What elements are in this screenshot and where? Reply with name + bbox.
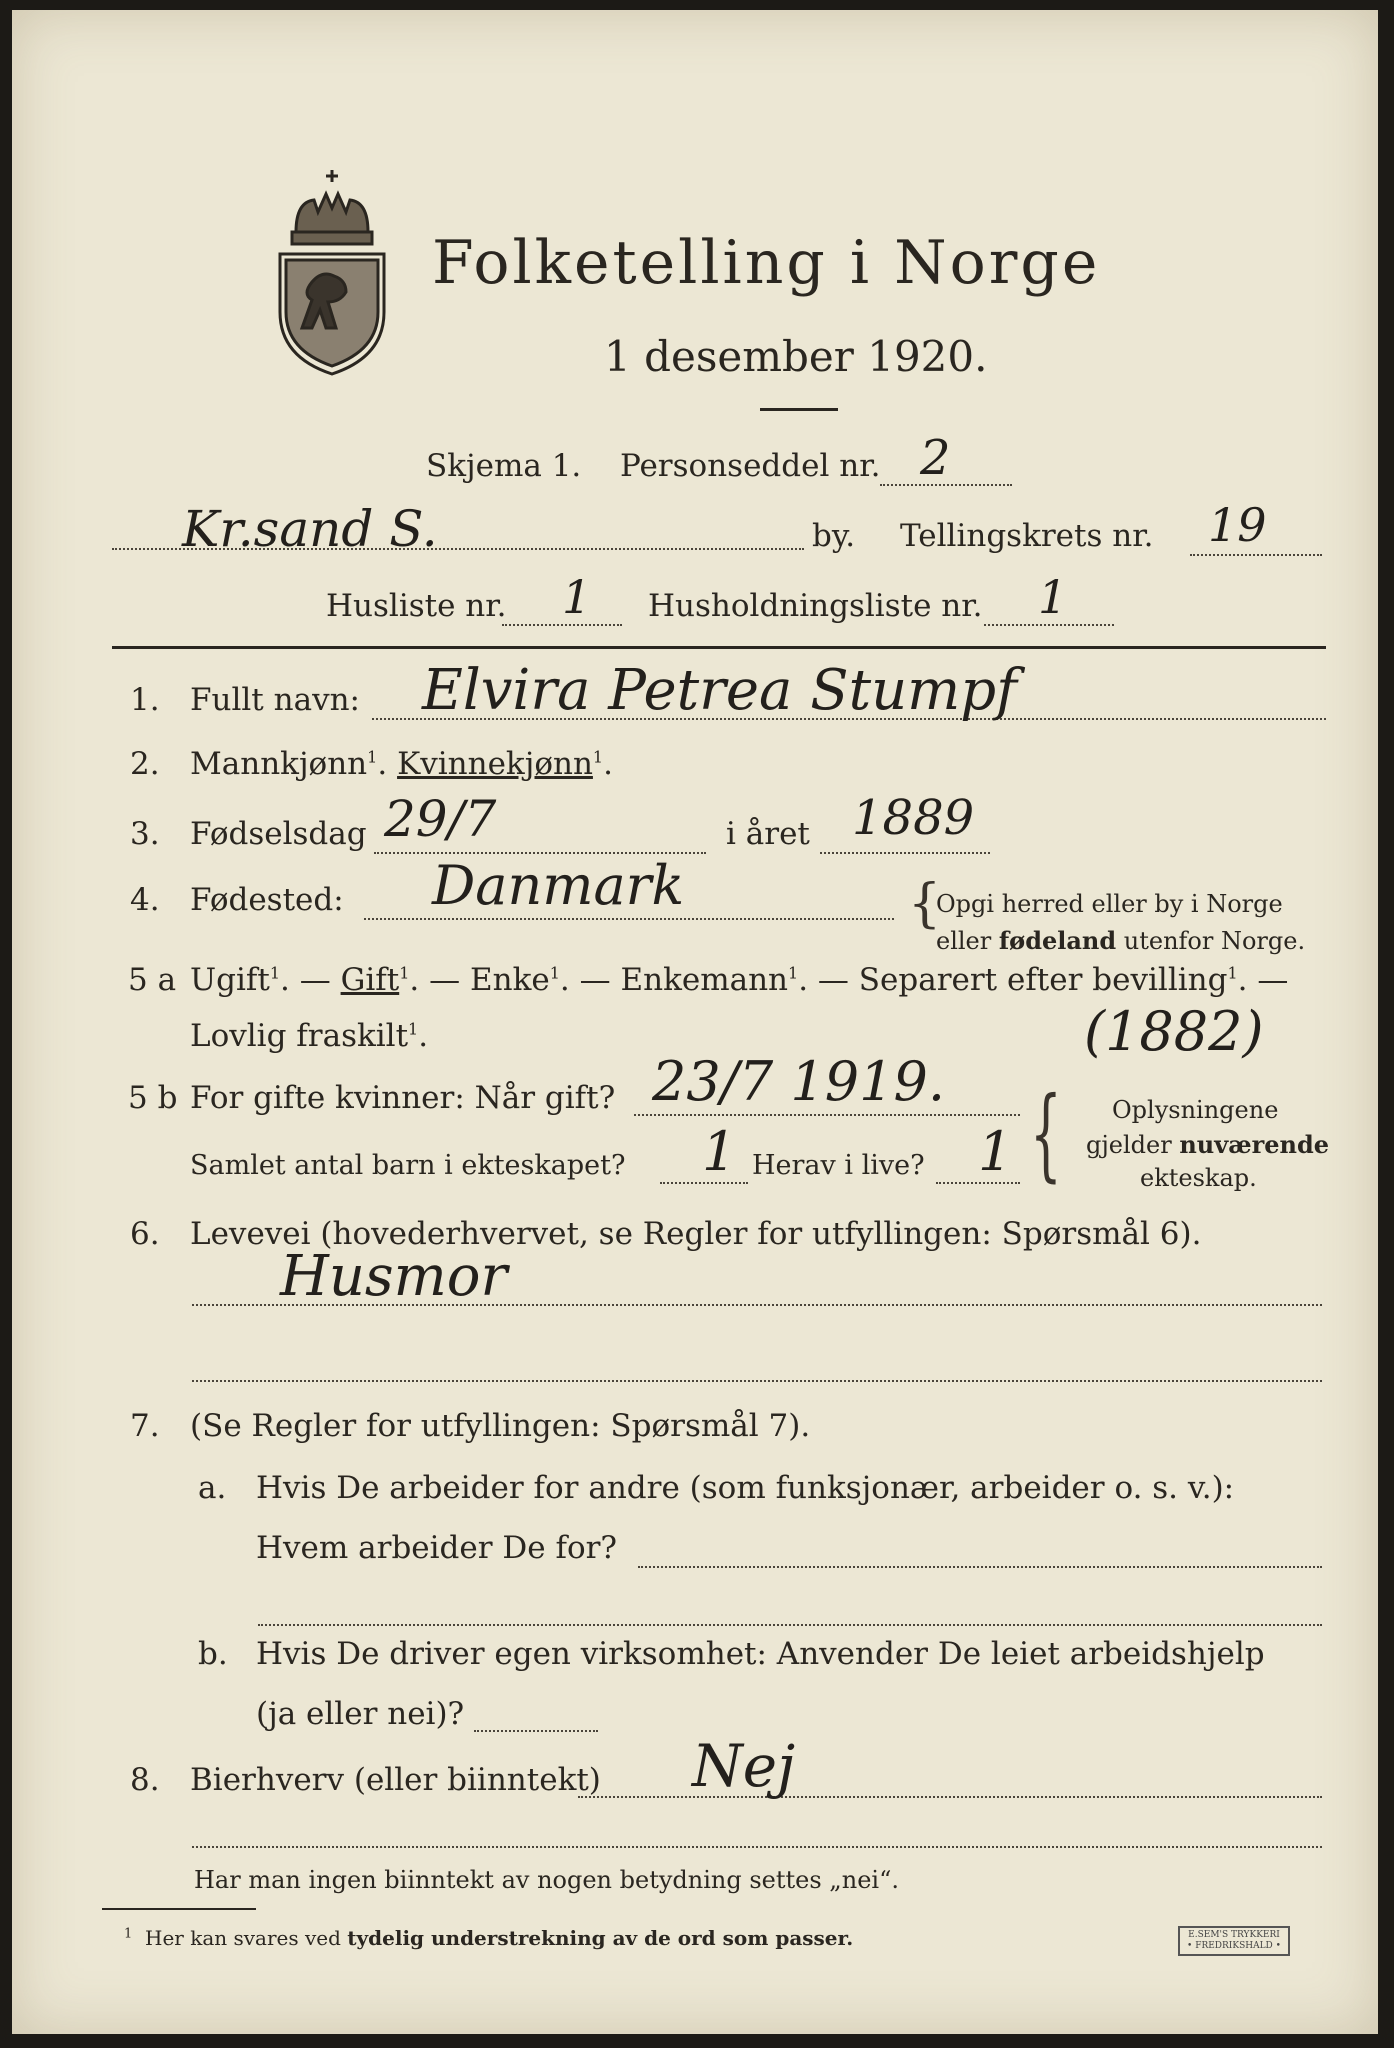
q5b-note-line3: ekteskap.: [1140, 1164, 1257, 1192]
q5b-line: [634, 1114, 1020, 1116]
footnote: [124, 1926, 853, 1950]
husholdning-label: Husholdningsliste nr.: [648, 588, 983, 624]
q7a-line2: Hvem arbeider De for?: [256, 1530, 618, 1566]
tellingskrets-line: [1190, 554, 1322, 556]
q5a-enkemann: Enkemann: [620, 962, 789, 998]
q1-value: Elvira Petrea Stumpf: [422, 658, 1017, 723]
form-date: 1 desember 1920.: [604, 332, 988, 381]
q5a-sup-1: 1: [269, 963, 281, 983]
q3-year-label: i året: [726, 816, 810, 852]
norwegian-coat-of-arms-icon: [266, 162, 398, 377]
q8-line-2: [192, 1846, 1322, 1848]
q5b-number: 5 b: [128, 1080, 178, 1116]
q8-number: 8.: [130, 1762, 160, 1798]
q5b-note-line2: [1086, 1130, 1329, 1159]
q2-options: [190, 746, 613, 782]
husholdning-value: 1: [1038, 570, 1068, 624]
q5a-number: 5 a: [128, 962, 177, 998]
q2-male: Mannkjønn: [190, 746, 368, 782]
q5a-dash-2: —: [429, 962, 461, 998]
q5a-sup-6: 1: [408, 1019, 419, 1039]
q7b-line: [474, 1730, 598, 1732]
city-value: Kr.sand S.: [182, 500, 438, 558]
q7b-line2: (ja eller nei)?: [256, 1696, 465, 1732]
q4-brace: {: [908, 874, 942, 934]
q5a-line2: Lovlig fraskilt$^1$.: [190, 1018, 429, 1054]
husliste-line: [502, 624, 622, 626]
q6-line-2: [192, 1380, 1322, 1382]
q8-value: Nej: [692, 1732, 796, 1800]
q1-label: Fullt navn:: [190, 682, 360, 718]
footnote-text-a: Her kan svares ved: [145, 1926, 348, 1950]
q2-sep: .: [377, 746, 388, 782]
q7b-number: b.: [198, 1636, 228, 1672]
q4-value: Danmark: [432, 854, 685, 917]
by-label: by.: [812, 518, 856, 554]
form-title: Folketelling i Norge: [432, 228, 1101, 298]
q5a-dash-4: —: [817, 962, 849, 998]
q5a-options: Ugift$^1$. — Gift$^1$. — Enke$^1$. — Enkemann$^1$. — Separert efter bevilling$^1$. —: [190, 962, 1289, 998]
q5a-sup-4: 1: [788, 963, 799, 983]
q6-number: 6.: [130, 1216, 160, 1252]
q2-male-sup: 1: [367, 747, 378, 767]
personseddel-label: Personseddel nr.: [620, 448, 881, 484]
q7a-line-2: [258, 1624, 1322, 1626]
footnote-number: 1: [124, 1926, 133, 1942]
footer-note: Har man ingen biinntekt av nogen betydning settes „nei“.: [194, 1866, 899, 1894]
q5a-dash-5: —: [1257, 962, 1289, 998]
q6-label: Levevei (hovederhvervet, se Regler for utfyllingen: Spørsmål 6).: [190, 1216, 1202, 1252]
q7a-number: a.: [198, 1470, 227, 1506]
q5a-sup-5: 1: [1227, 963, 1238, 983]
q3-year-line: [820, 852, 990, 854]
q4-note-b: fødeland: [998, 926, 1117, 955]
q3-number: 3.: [130, 816, 160, 852]
q7a-line1: Hvis De arbeider for andre (som funksjonær, arbeider o. s. v.):: [256, 1470, 1235, 1506]
q5b-value: 23/7 1919.: [652, 1050, 946, 1113]
personseddel-value: 2: [920, 430, 951, 486]
q5a-annotation: (1882): [1084, 1000, 1264, 1063]
stamp-line2: • FREDRIKSHALD •: [1187, 1941, 1281, 1951]
skjema-label: Skjema 1.: [426, 448, 582, 484]
tellingskrets-label: Tellingskrets nr.: [900, 518, 1154, 554]
q5b-alive-label: Herav i live?: [752, 1150, 925, 1181]
q8-label: Bierhverv (eller biinntekt): [190, 1762, 601, 1798]
footnote-text-b: tydelig understrekning av de ord som passer.: [347, 1926, 854, 1950]
q7b-line1: Hvis De driver egen virksomhet: Anvender De leiet arbeidshjelp: [256, 1636, 1265, 1672]
footnote-rule: [102, 1908, 256, 1910]
q3-year-value: 1889: [852, 790, 975, 846]
title-divider: [760, 408, 838, 411]
q2-number: 2.: [130, 746, 160, 782]
q8-line: [578, 1796, 1322, 1798]
census-form: [12, 10, 1378, 2034]
q5a-enke: Enke: [469, 962, 550, 998]
q4-label: Fødested:: [190, 882, 344, 918]
q5b-note-b: nuværende: [1179, 1130, 1330, 1159]
printer-stamp: [1178, 1926, 1290, 1956]
q5a-dash-1: —: [299, 962, 331, 998]
q7-label: (Se Regler for utfyllingen: Spørsmål 7).: [190, 1408, 811, 1444]
q5b-note-a: gjelder: [1086, 1131, 1180, 1159]
tellingskrets-value: 19: [1208, 498, 1267, 552]
q4-line: [364, 918, 894, 920]
q7a-line-1: [638, 1566, 1322, 1568]
husliste-label: Husliste nr.: [326, 588, 507, 624]
q5b-children-label: Samlet antal barn i ekteskapet?: [190, 1150, 626, 1181]
q5a-separert: Separert efter bevilling: [858, 962, 1228, 998]
q2-end: .: [603, 746, 613, 782]
q5a-ugift: Ugift: [190, 962, 270, 998]
q5a-sup-3: 1: [549, 963, 560, 983]
q5b-brace: {: [1030, 1075, 1062, 1192]
q4-note-c: utenfor Norge.: [1116, 927, 1306, 955]
q4-note-a: eller: [936, 927, 999, 955]
q4-note-line2: [936, 926, 1305, 955]
q5b-children-value: 1: [702, 1120, 737, 1183]
q5a-sup-2: 1: [399, 963, 410, 983]
q2-female: Kvinnekjønn: [397, 746, 593, 782]
q5a-gift: Gift: [340, 962, 400, 998]
header-rule: [112, 646, 1326, 649]
q5a-fraskilt: Lovlig fraskilt: [190, 1018, 409, 1054]
q6-value: Husmor: [280, 1244, 508, 1309]
q5b-note-line1: Oplysningene: [1112, 1096, 1279, 1124]
q5b-alive-value: 1: [978, 1120, 1013, 1183]
q5a-dash-3: —: [579, 962, 611, 998]
stamp-line1: E.SEM'S TRYKKERI: [1188, 1930, 1280, 1940]
husholdning-line: [984, 624, 1114, 626]
q7-number: 7.: [130, 1408, 160, 1444]
q4-note-line1: Opgi herred eller by i Norge: [936, 890, 1283, 918]
q2-female-sup: 1: [592, 747, 604, 767]
q3-label: Fødselsdag: [190, 816, 367, 852]
q3-value: 29/7: [384, 790, 497, 848]
q1-number: 1.: [130, 682, 160, 718]
q4-number: 4.: [130, 882, 160, 918]
husliste-value: 1: [562, 570, 592, 624]
q5b-label: For gifte kvinner: Når gift?: [190, 1080, 616, 1116]
